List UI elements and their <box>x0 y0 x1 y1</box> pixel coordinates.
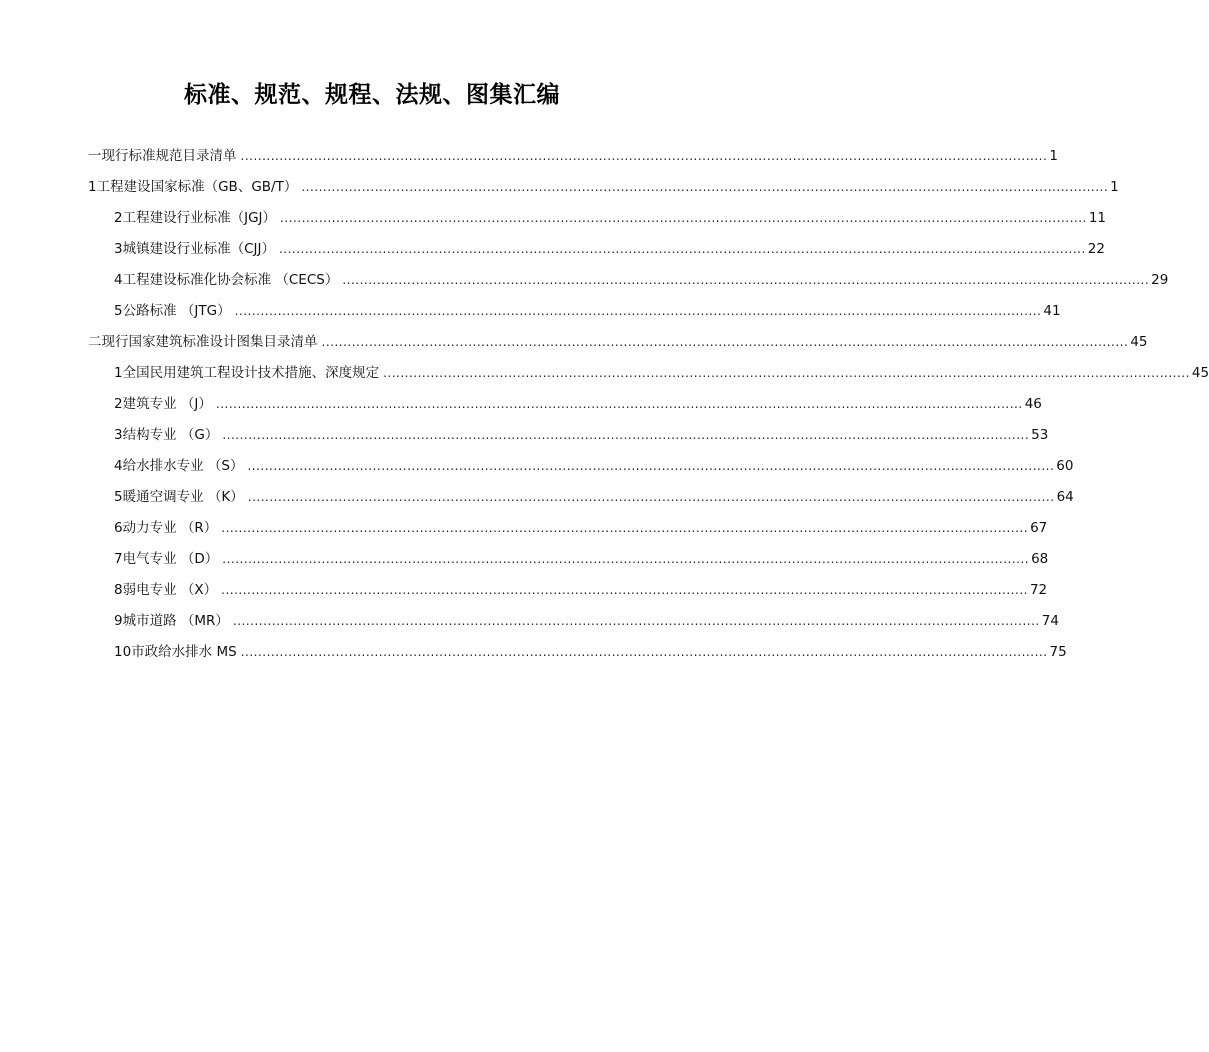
toc-dot-leader: ........................................................................................................................................................................................... <box>247 459 1055 473</box>
toc-entry-page: 60 <box>1056 458 1074 474</box>
toc-dot-leader: ........................................................................................................................................................................................... <box>215 397 1023 411</box>
toc-dot-leader: ........................................................................................................................................................................................... <box>301 180 1109 194</box>
toc-entry-electrical[interactable] <box>114 544 1049 575</box>
toc-entry-title: 工程建设国家标准（GB、GB/T） <box>96 179 298 195</box>
toc-entry-page: 67 <box>1030 520 1048 536</box>
toc-entry-page: 53 <box>1031 427 1049 443</box>
toc-entry-number: 7 <box>114 551 123 567</box>
toc-entry-page: 29 <box>1151 272 1169 288</box>
toc-entry-page: 74 <box>1041 613 1059 629</box>
toc-entry-gb[interactable] <box>88 172 1119 203</box>
toc-dot-leader: ........................................................................................................................................................................................... <box>240 645 1048 659</box>
toc-entry-cecs[interactable] <box>114 265 1169 296</box>
toc-dot-leader: ........................................................................................................................................................................................... <box>247 490 1055 504</box>
toc-entry-title: 工程建设标准化协会标准 （CECS） <box>122 272 339 288</box>
toc-entry-low-voltage[interactable] <box>114 575 1048 606</box>
toc-entry-number: 1 <box>88 179 97 195</box>
toc-entry-title: 工程建设行业标准（JGJ） <box>122 210 277 226</box>
toc-dot-leader: ........................................................................................................................................................................................... <box>221 521 1029 535</box>
toc-entry-title: 弱电专业 （X） <box>122 582 218 598</box>
toc-entry-number: 1 <box>114 365 123 381</box>
toc-dot-leader: ........................................................................................................................................................................................... <box>278 242 1086 256</box>
toc-entry-title: 现行国家建筑标准设计图集目录清单 <box>101 334 318 350</box>
toc-entry-page: 46 <box>1024 396 1042 412</box>
toc-entry-number: 10 <box>114 644 132 660</box>
toc-entry-title: 公路标准 （JTG） <box>122 303 231 319</box>
toc-entry-page: 45 <box>1130 334 1148 350</box>
toc-entry-number: 6 <box>114 520 123 536</box>
toc-entry-cjj[interactable] <box>114 234 1105 265</box>
toc-entry-number: 5 <box>114 489 123 505</box>
toc-entry-number: 2 <box>114 210 123 226</box>
toc-entry-architecture[interactable] <box>114 389 1042 420</box>
toc-dot-leader: ........................................................................................................................................................................................... <box>232 614 1040 628</box>
toc-dot-leader: ........................................................................................................................................................................................... <box>222 428 1030 442</box>
toc-entry-page: 45 <box>1191 365 1209 381</box>
toc-entry-number: 5 <box>114 303 123 319</box>
toc-dot-leader: ........................................................................................................................................................................................... <box>222 552 1030 566</box>
toc-entry-page: 22 <box>1087 241 1105 257</box>
toc-entry-number: 4 <box>114 458 123 474</box>
toc-entry-power[interactable] <box>114 513 1048 544</box>
toc-entry-title: 给水排水专业 （S） <box>122 458 244 474</box>
toc-entry-number: 8 <box>114 582 123 598</box>
toc-entry-jgj[interactable] <box>114 203 1107 234</box>
toc-entry-page: 1 <box>1110 179 1119 195</box>
toc-dot-leader: ........................................................................................................................................................................................... <box>234 304 1042 318</box>
toc-entry-title: 电气专业 （D） <box>122 551 219 567</box>
toc-entry-page: 11 <box>1088 210 1107 226</box>
toc-dot-leader: ........................................................................................................................................................................................... <box>280 211 1087 225</box>
toc-entry-page: 1 <box>1049 148 1058 164</box>
toc-entry-title: 市政给水排水 MS <box>131 644 237 660</box>
toc-entry-page: 75 <box>1049 644 1067 660</box>
toc-entry-page: 72 <box>1029 582 1048 598</box>
toc-entry-number: 一 <box>88 148 102 164</box>
toc-entry-municipal-water[interactable] <box>114 637 1067 668</box>
toc-dot-leader: ........................................................................................................................................................................................... <box>383 366 1190 380</box>
toc-entry-title: 城镇建设行业标准（CJJ） <box>122 241 275 257</box>
toc-entry-section-2[interactable] <box>88 327 1148 358</box>
toc-entry-measures[interactable] <box>114 358 1209 389</box>
page-title: 标准、规范、规程、法规、图集汇编 <box>184 82 560 108</box>
toc-entry-page: 68 <box>1031 551 1049 567</box>
toc-entry-title: 结构专业 （G） <box>122 427 219 443</box>
toc-dot-leader: ........................................................................................................................................................................................... <box>321 335 1129 349</box>
toc-entry-hvac[interactable] <box>114 482 1074 513</box>
toc-entry-title: 动力专业 （R） <box>122 520 218 536</box>
toc-entry-title: 现行标准规范目录清单 <box>101 148 237 164</box>
toc-entry-structure[interactable] <box>114 420 1049 451</box>
toc-entry-title: 暖通空调专业 （K） <box>122 489 244 505</box>
toc-entry-section-1[interactable] <box>88 141 1058 172</box>
toc-entry-number: 3 <box>114 241 123 257</box>
toc-dot-leader: ........................................................................................................................................................................................... <box>342 273 1150 287</box>
toc-entry-page: 64 <box>1056 489 1074 505</box>
toc-entry-number: 9 <box>114 613 123 629</box>
toc-entry-number: 3 <box>114 427 123 443</box>
toc-entry-title: 全国民用建筑工程设计技术措施、深度规定 <box>122 365 380 381</box>
toc-dot-leader: ........................................................................................................................................................................................... <box>240 149 1048 163</box>
toc-dot-leader: ........................................................................................................................................................................................... <box>221 583 1028 597</box>
toc-entry-title: 城市道路 （MR） <box>122 613 229 629</box>
toc-entry-number: 4 <box>114 272 123 288</box>
toc-entry-number: 2 <box>114 396 123 412</box>
toc-entry-title: 建筑专业 （J） <box>122 396 212 412</box>
toc-entry-number: 二 <box>88 334 102 350</box>
toc-entry-page: 41 <box>1043 303 1061 319</box>
toc-entry-jtg[interactable] <box>114 296 1061 327</box>
toc-entry-urban-roads[interactable] <box>114 606 1059 637</box>
toc-entry-plumbing[interactable] <box>114 451 1074 482</box>
